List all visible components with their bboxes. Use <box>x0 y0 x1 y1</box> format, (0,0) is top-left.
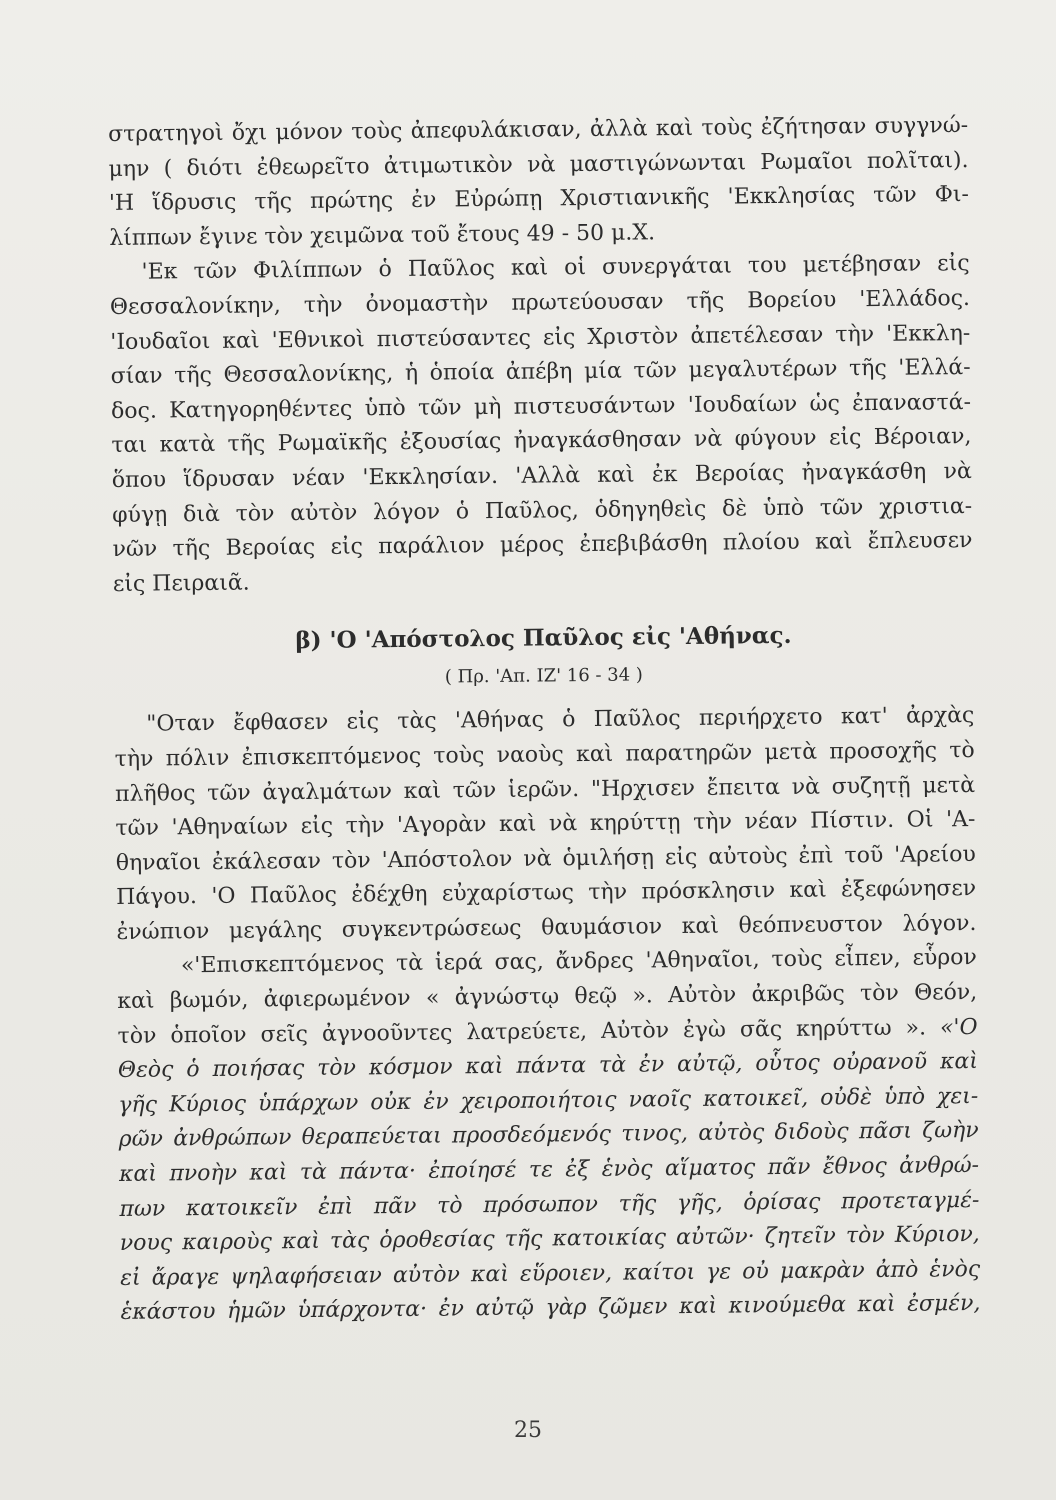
text-line: πλῆθος τῶν ἀγαλμάτων καὶ τῶν ἱερῶν. "Ηρχισεν ἔπειτα νὰ συζητῇ μετὰ <box>114 772 976 807</box>
text-line: Πάγου. 'Ο Παῦλος ἐδέχθη εὐχαρίστως τὴν πρόσκλησιν καὶ ἐξεφώνησεν <box>116 876 977 911</box>
text-line: ὅπου ἵδρυσαν νέαν 'Εκκλησίαν. 'Αλλὰ καὶ ἐκ Βεροίας ἠναγκάσθη νὰ <box>111 458 972 493</box>
quote-normal-text: τὸν ὁποῖον σεῖς ἀγνοοῦντες λατρεύετε, Αὐτὸν ἐγὼ σᾶς κηρύττω ». <box>117 1014 941 1049</box>
page-body <box>108 109 981 1331</box>
text-line: φύγῃ διὰ τὸν αὐτὸν λόγον ὁ Παῦλος, ὁδηγηθεὶς δὲ ὑπὸ τῶν χριστια- <box>112 493 973 528</box>
text-line: "Οταν ἔφθασεν εἰς τὰς 'Αθήνας ὁ Παῦλος περιήρχετο κατ' ἀρχὰς <box>146 703 975 737</box>
text-line: μην ( διότι ἐθεωρεῖτο ἀτιμωτικὸν νὰ μαστιγώνωνται Ρωμαῖοι πολῖται). <box>108 147 969 182</box>
italic-line: ἑκάστου ἡμῶν ὑπάρχοντα· ἐν αὐτῷ γὰρ ζῶμεν καὶ κινούμεθα καὶ ἐσμέν, <box>120 1291 981 1326</box>
scripture-reference: ( Πρ. 'Απ. ΙΖ' 16 - 34 ) <box>444 664 644 688</box>
text-line: λίππων ἔγινε τὸν χειμῶνα τοῦ ἔτους 49 - 50 μ.Χ. <box>109 220 656 251</box>
text-line: θηναῖοι ἐκάλεσαν τὸν 'Απόστολον νὰ ὁμιλήσῃ εἰς αὐτοὺς ἐπὶ τοῦ 'Αρείου <box>115 841 976 876</box>
text-line: δος. Κατηγορηθέντες ὑπὸ τῶν μὴ πιστευσάντων 'Ιουδαίων ὡς ἐπαναστά- <box>110 389 972 424</box>
text-line: ται κατὰ τῆς Ρωμαϊκῆς ἐξουσίας ἠναγκάσθησαν νὰ φύγουν εἰς Βέροιαν, <box>111 424 972 459</box>
text-line: τῶν 'Αθηναίων εἰς τὴν 'Αγορὰν καὶ νὰ κηρύττῃ τὴν νέαν Πίστιν. Οἱ 'Α- <box>115 807 976 842</box>
text-line: νῶν τῆς Βεροίας εἰς παράλιον μέρος ἐπεβιβάσθη πλοίου καὶ ἔπλευσεν <box>112 528 973 563</box>
section-heading: β) 'Ο 'Απόστολος Παῦλος εἰς 'Αθήνας. <box>295 622 792 655</box>
italic-line: γῆς Κύριος ὑπάρχων οὐκ ἐν χειροποιήτοις ναοῖς κατοικεῖ, οὐδὲ ὑπὸ χει- <box>118 1083 979 1118</box>
text-line: τὴν πόλιν ἐπισκεπτόμενος τοὺς ναοὺς καὶ παρατηρῶν μετὰ προσοχῆς τὸ <box>114 737 975 772</box>
italic-line: ρῶν ἀνθρώπων θεραπεύεται προσδεόμενός τινος, αὐτὸς διδοὺς πᾶσι ζωὴν <box>118 1118 979 1153</box>
text-line: σίαν τῆς Θεσσαλονίκης, ἡ ὁποία ἀπέβη μία τῶν μεγαλυτέρων τῆς 'Ελλά- <box>110 355 971 390</box>
italic-line: πων κατοικεῖν ἐπὶ πᾶν τὸ πρόσωπον τῆς γῆς, ὁρίσας προτεταγμέ- <box>119 1187 980 1222</box>
text-line: Θεσσαλονίκην, τὴν ὀνομαστὴν πρωτεύουσαν τῆς Βορείου 'Ελλάδος. <box>109 285 971 320</box>
text-line: στρατηγοὶ ὄχι μόνον τοὺς ἀπεφυλάκισαν, ἀλλὰ καὶ τοὺς ἐζήτησαν συγγνώ- <box>108 112 969 147</box>
quote-italic-start: «'Ο <box>939 1014 978 1040</box>
text-line: καὶ βωμόν, ἀφιερωμένον « ἀγνώστῳ θεῷ ». Αὐτὸν ἀκριβῶς τὸν Θεόν, <box>117 980 978 1015</box>
text-line: εἰς Πειραιᾶ. <box>112 570 250 597</box>
page-number: 25 <box>514 1418 542 1443</box>
text-line: 'Ιουδαῖοι καὶ 'Εθνικοὶ πιστεύσαντες εἰς Χριστὸν ἀπετέλεσαν τὴν 'Εκκλη- <box>110 320 971 355</box>
italic-line: Θεὸς ὁ ποιήσας τὸν κόσμον καὶ πάντα τὰ ἐν αὐτῷ, οὗτος οὐρανοῦ καὶ <box>117 1049 979 1084</box>
text-line: 'Εκ τῶν Φιλίππων ὁ Παῦλος καὶ οἱ συνεργάται του μετέβησαν εἰς <box>141 251 970 286</box>
italic-line: νους καιροὺς καὶ τὰς ὁροθεσίας τῆς κατοικίας αὐτῶν· ζητεῖν τὸν Κύριον, <box>119 1222 980 1257</box>
italic-line: καὶ πνοὴν καὶ τὰ πάντα· ἐποίησέ τε ἐξ ἑνὸς αἵματος πᾶν ἔθνος ἀνθρώ- <box>118 1152 980 1187</box>
text-line: «'Επισκεπτόμενος τὰ ἱερά σας, ἄνδρες 'Αθηναῖοι, τοὺς εἶπεν, εὗρον <box>180 945 977 979</box>
text-line: ἐνώπιον μεγάλης συγκεντρώσεως θαυμάσιον καὶ θεόπνευστον λόγον. <box>116 910 977 945</box>
italic-line: εἰ ἄραγε ψηλαφήσειαν αὐτὸν καὶ εὕροιεν, καίτοι γε οὐ μακρὰν ἀπὸ ἑνὸς <box>120 1256 981 1291</box>
text-line: 'Η ἵδρυσις τῆς πρώτης ἐν Εὐρώπῃ Χριστιανικῆς 'Εκκλησίας τῶν Φι- <box>108 182 969 217</box>
